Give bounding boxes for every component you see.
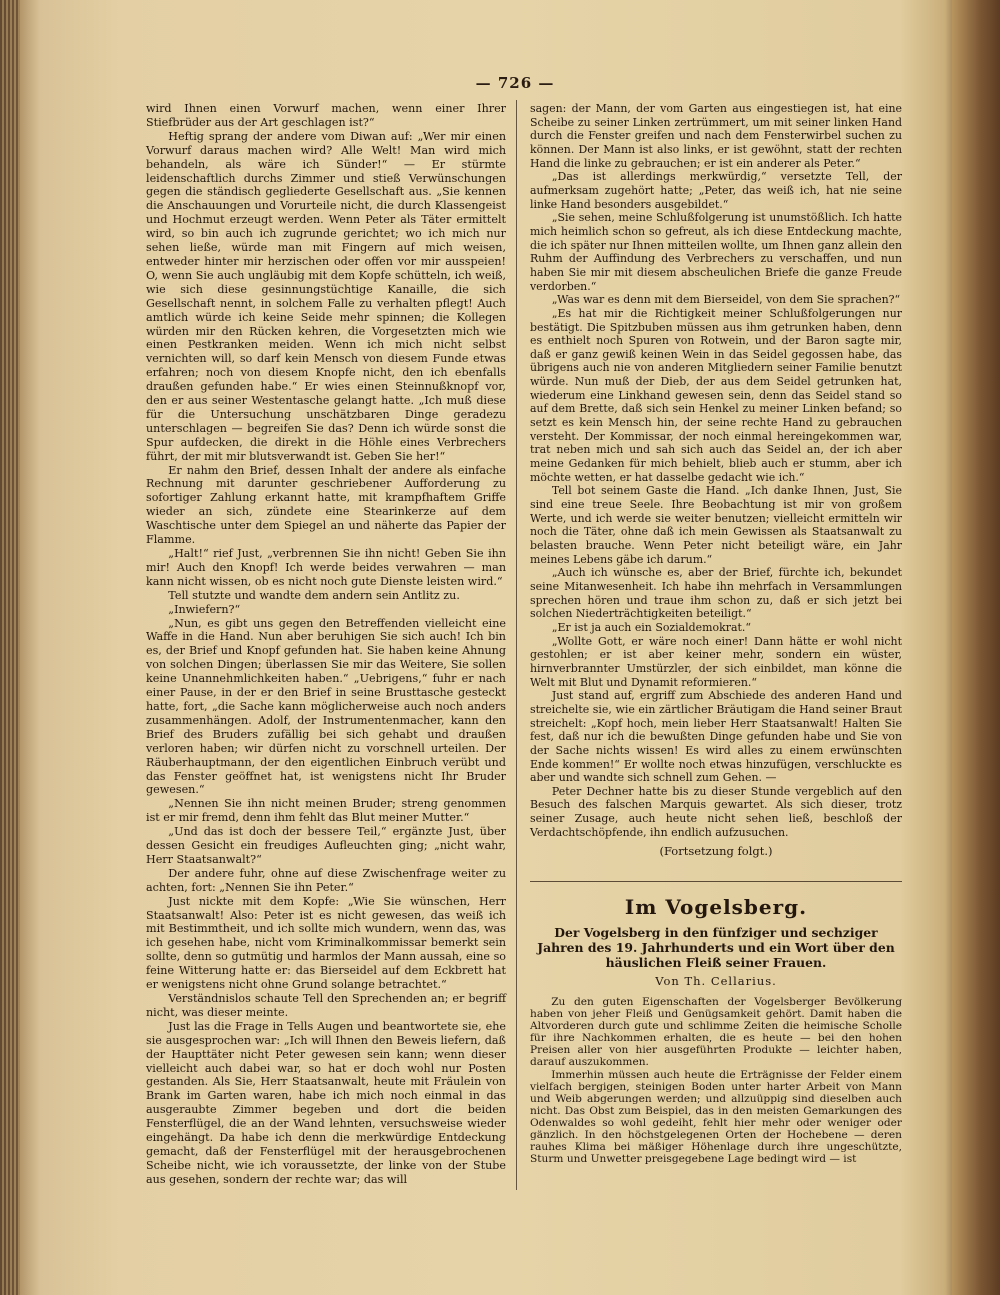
- column-divider: [516, 100, 517, 1190]
- page-edge-left: [0, 0, 20, 1295]
- paragraph: „Was war es denn mit dem Bierseidel, von dem Sie sprachen?“: [551, 293, 901, 307]
- paragraph: Verständnislos schaute Tell den Sprechenden an; er begriff nicht, was dieser meinte.: [146, 992, 506, 1019]
- article-subtitle: Der Vogelsberg in den fünfziger und sechziger Jahren des 19. Jahrhunderts und ein Wort über den häuslichen Fleiß seiner Frauen.: [537, 925, 895, 970]
- left-column: [146, 102, 506, 1187]
- paragraph: Der andere fuhr, ohne auf diese Zwischenfrage weiter zu achten, fort: „Nennen Sie ihn Peter.“: [146, 866, 506, 894]
- article-separator: [530, 881, 902, 882]
- paragraph: „Auch ich wünsche es, aber der Brief, fürchte ich, bekundet seine Mitanwesenheit. Ich habe ihn mehrfach in Versammlungen sprechen hören und traue ihm schon zu, daß er sich jetzt bei solchen Niederträchtigkeiten beteiligt.“: [530, 566, 902, 621]
- paragraph: „Nennen Sie ihn nicht meinen Bruder; streng genommen ist er mir fremd, denn ihm fehlt das Blut meiner Mutter.“: [146, 797, 506, 825]
- paragraph: „Es hat mir die Richtigkeit meiner Schlußfolgerungen nur bestätigt. Die Spitzbuben müssen aus ihm getrunken haben, denn es enthielt noch Spuren von Rotwein, und der Baron sagte mir, daß er ganz gewiß keinen Wein in das Seidel gegossen habe, das übrigens auch nie von anderen Mitgliedern seiner Familie benutzt würde. Nun muß der Dieb, der aus dem Seidel getrunken hat, wiederum eine Linkhand gewesen sein, denn das Seidel stand so auf dem Brette, daß sich sein Henkel zu meiner Linken befand; so setzt es kein Mensch hin, der seine rechte Hand zu gebrauchen versteht. Der Kommissar, der noch einmal hereingekommen war, trat neben mich und sah sich auch das Seidel an, der ich aber meine Gedanken für mich behielt, blieb auch er stumm, aber ich möchte wetten, er hat dasselbe gedacht wie ich.“: [530, 306, 902, 484]
- article-title: Im Vogelsberg.: [624, 895, 808, 919]
- paragraph: „Das ist allerdings merkwürdig,“ versetzte Tell, der aufmerksam zugehört hatte; „Peter, das weiß ich, hat nie seine linke Hand besonders ausgebildet.“: [530, 170, 902, 211]
- continued-note: (Fortsetzung folgt.): [659, 844, 773, 859]
- paragraph: Just nickte mit dem Kopfe: „Wie Sie wünschen, Herr Staatsanwalt! Also: Peter ist es nicht gewesen, das weiß ich mit Bestimmtheit, und ich sollte mich wundern, wenn das, was ich gesehen habe, nicht vom Kriminalkommissar bemerkt sein sollte, denn so gutmütig und harmlos der Mann aussah, eine so feine Witterung hatte er: das Bierseidel auf dem Eckbrett hat er wenigstens nicht ohne Grund solange betrachtet.“: [146, 894, 506, 992]
- page-edge-right: [952, 0, 1000, 1295]
- article-paragraph: Immerhin müssen auch heute die Erträgnisse der Felder einem vielfach bergigen, steinigen Boden unter harter Arbeit von Mann und Weib abgerungen werden; und allzuüppig sind dieselben auch nicht. Das Obst zum Beispiel, das in den meisten Gemarkungen des Odenwaldes so wohl gedeiht, fehlt hier mehr oder weniger oder gänzlich. In den höchstgelegenen Orten der Hochebene — deren rauhes Klima bei mäßiger Höhenlage durch ihre ungeschützte, Sturm und Unwetter preisgegebene Lage bedingt wird — ist: [530, 1068, 902, 1166]
- paragraph: „Halt!“ rief Just, „verbrennen Sie ihn nicht! Geben Sie ihn mir! Auch den Knopf! Ich werde beides verwahren — man kann nicht wissen, ob es nicht noch gute Dienste leisten wird.“: [146, 547, 506, 588]
- article: [530, 895, 902, 1165]
- paragraph: Er nahm den Brief, dessen Inhalt der andere als einfache Rechnung mit darunter geschriebener Aufforderung zu sofortiger Zahlung erkannt hatte, mit krampfhaftem Griffe wieder an sich, zündete eine Stearinkerze auf dem Waschtische unter dem Spiegel an und näherte das Papier der Flamme.: [146, 463, 506, 547]
- paragraph: „Nun, es gibt uns gegen den Betreffenden vielleicht eine Waffe in die Hand. Nun aber beruhigen Sie sich auch! Ich bin es, der Brief und Knopf gefunden hat. Sie haben keine Ahnung von solchen Dingen; überlassen Sie mir das Weitere, Sie sollen keine Unannehmlichkeiten haben.“ „Uebrigens,“ fuhr er nach einer Pause, in der er den Brief in seine Brusttasche gesteckt hatte, fort, „die Sache kann möglicherweise auch noch anders zusammenhängen. Adolf, der Instrumentenmacher, kann den Brief des Bruders zufällig bei sich gehabt und draußen verloren haben; wir dürfen nicht zu vorschnell urteilen. Der Räuberhauptmann, der den eigentlichen Einbruch verübt und das Fenster geöffnet hat, ist wenigstens nicht Ihr Bruder gewesen.“: [146, 616, 506, 797]
- paragraph: „Sie sehen, meine Schlußfolgerung ist unumstößlich. Ich hatte mich heimlich schon so gefreut, als ich diese Entdeckung machte, die ich später nur Ihnen mitteilen wollte, um Ihnen ganz allein den Ruhm der Auffindung des Verbrechers zu verschaffen, und nun haben Sie mir mit diesem abscheulichen Briefe die ganze Freude verdorben.“: [530, 211, 903, 293]
- paragraph: „Inwiefern?“: [168, 602, 241, 616]
- page-number: — 726 —: [475, 74, 555, 92]
- paragraph: Just stand auf, ergriff zum Abschiede des anderen Hand und streichelte sie, wie ein zärtlicher Bräutigam die Hand seiner Braut streichelt: „Kopf hoch, mein lieber Herr Staatsanwalt! Halten Sie fest, daß nur ich die bewußten Dinge gefunden habe und Sie von der Sache nichts wissen! Es wird alles zu einem erwünschten Ende kommen!“ Er wollte noch etwas hinzufügen, verschluckte es aber und wandte sich schnell zum Gehen. —: [530, 689, 902, 785]
- paragraph: „Er ist ja auch ein Sozialdemokrat.“: [551, 620, 751, 634]
- paragraph: „Wollte Gott, er wäre noch einer! Dann hätte er wohl nicht gestohlen; er ist aber keiner mehr, sondern ein wüster, hirnverbrannter Umstürzler, der sich einbildet, man könne die Welt mit Blut und Dynamit reformieren.“: [530, 634, 902, 689]
- paragraph: Tell bot seinem Gaste die Hand. „Ich danke Ihnen, Just, Sie sind eine treue Seele. Ihre Beobachtung ist mir von großem Werte, und ich werde sie weiter benutzen; vielleicht ermitteln wir noch die Täter, ohne daß ich mein Gewissen als Staatsanwalt zu belasten brauche. Wenn Peter nicht beteiligt wäre, ein Jahr meines Lebens gäbe ich darum.“: [530, 484, 902, 566]
- paragraph: Peter Dechner hatte bis zu dieser Stunde vergeblich auf den Besuch des falschen Marquis gewartet. Als sich dieser, trotz seiner Zusage, auch heute nicht sehen ließ, beschloß der Verdachtschöpfende, ihn endlich aufzusuchen.: [530, 784, 902, 839]
- paragraph: Heftig sprang der andere vom Diwan auf: „Wer mir einen Vorwurf daraus machen wird? Alle Welt! Man wird mich behandeln, als wäre ich Sünder!“ — Er stürmte leidenschaftlich durchs Zimmer und stieß Verwünschungen gegen die ständisch gegliederte Gesellschaft aus. „Sie kennen die Anschauungen und Vorurteile nicht, die durch Klassengeist und Hochmut erzeugt werden. Wenn Peter als Täter ermittelt wird, so bin auch ich zugrunde gerichtet; wo ich mich nur sehen ließe, würde man mit Fingern auf mich weisen, entweder hinter mir herzischen oder offen vor mir ausspeien! O, wenn Sie auch ungläubig mit dem Kopfe schütteln, ich weiß, wie sich diese gesinnungstüchtige Kanaille, die sich Gesellschaft nennt, in solchem Falle zu verhalten pflegt! Auch amtlich würde ich keine Seide mehr spinnen; die Kollegen würden mir den Rücken kehren, die Vorgesetzten mich wie einen Pestkranken meiden. Wenn ich mich nicht selbst vernichten will, so darf kein Mensch von diesem Funde etwas erfahren; noch von diesem Knopfe nicht, den ich ebenfalls draußen gefunden habe.“ Er wies einen Steinnußknopf vor, den er aus seiner Westentasche gelangt hatte. „Ich muß diese für die Untersuchung unschätzbaren Dinge geradezu unterschlagen — begreifen Sie das? Denn ich würde sonst die Spur aufdecken, die direkt in die Höhle eines Verbrechers führt, der mit mir blutsverwandt ist. Geben Sie her!“: [146, 129, 506, 463]
- paragraph: wird Ihnen einen Vorwurf machen, wenn einer Ihrer Stiefbrüder aus der Art geschlagen ist?“: [146, 102, 506, 129]
- paragraph: Tell stutzte und wandte dem andern sein Antlitz zu.: [168, 588, 460, 602]
- article-paragraph: Zu den guten Eigenschaften der Vogelsberger Bevölkerung haben von jeher Fleiß und Genügsamkeit gehört. Damit haben die Altvorderen durch gute und schlimme Zeiten die heimische Scholle für ihre Nachkommen erhalten, die es heute — bei den hohen Preisen aller von hier ausgeführten Produkte — leichter haben, darauf auszukommen.: [530, 996, 902, 1069]
- right-column: [530, 102, 902, 877]
- article-author: Von Th. Cellarius.: [655, 974, 777, 988]
- paragraph: Just las die Frage in Tells Augen und beantwortete sie, ehe sie ausgesprochen war: „Ich will Ihnen den Beweis liefern, daß der Haupttäter nicht Peter gewesen sein kann; wenn dieser vielleicht auch dabei war, so hat er doch wohl nur Posten gestanden. Als Sie, Herr Staatsanwalt, heute mit Fräulein von Brank im Garten waren, habe ich mich noch einmal in das ausgeraubte Zimmer begeben und dort die beiden Fensterflügel, die an der Wand lehnten, versuchsweise wieder eingehängt. Da habe ich denn die merkwürdige Entdeckung gemacht, daß der Fensterflügel mit der herausgebrochenen Scheibe nicht, wie ich voraussetzte, der linke von der Stube aus gesehen, sondern der rechte war; das will: [146, 1019, 506, 1186]
- paragraph: sagen: der Mann, der vom Garten aus eingestiegen ist, hat eine Scheibe zu seiner Linken zertrümmert, um mit seiner linken Hand durch die Fenster greifen und nach dem Fensterwirbel suchen zu können. Der Mann ist also links, er ist gewöhnt, statt der rechten Hand die linke zu gebrauchen; er ist ein anderer als Peter.“: [530, 102, 902, 170]
- article-body: [530, 996, 902, 1165]
- paragraph: „Und das ist doch der bessere Teil,“ ergänzte Just, über dessen Gesicht ein freudiges Aufleuchten ging; „nicht wahr, Herr Staatsanwalt?“: [146, 825, 506, 866]
